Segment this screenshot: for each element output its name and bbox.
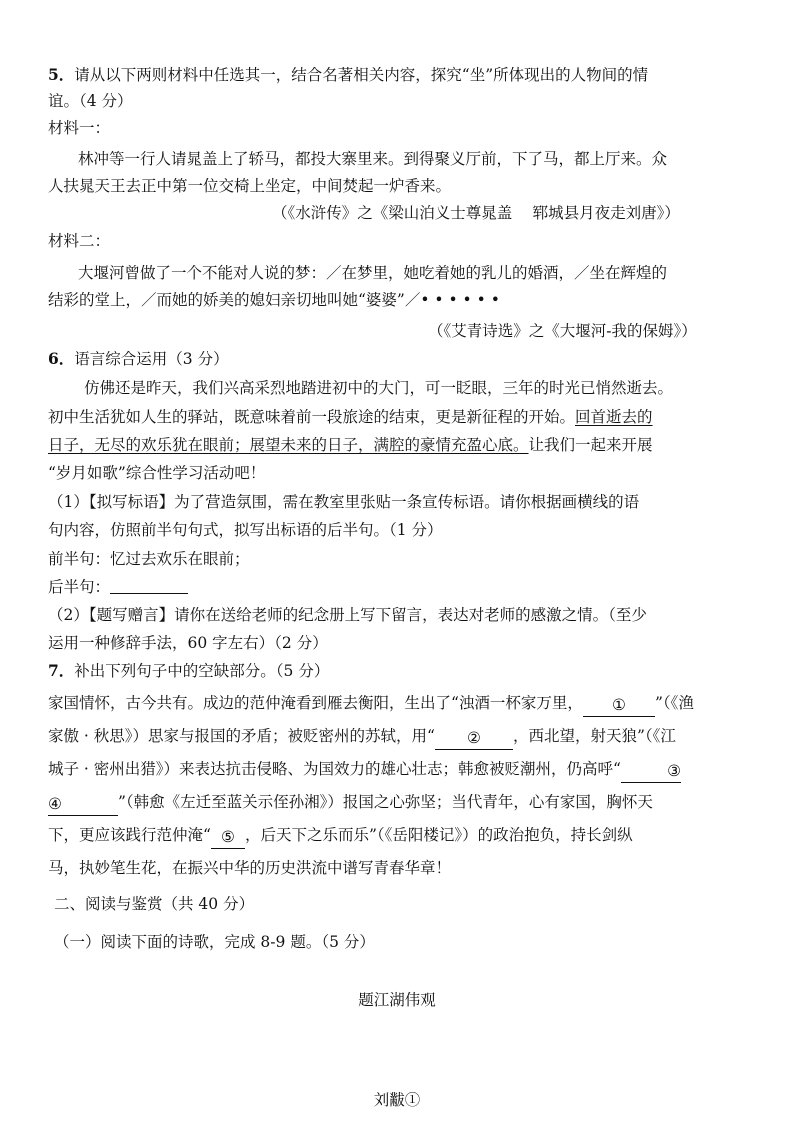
q6-back-label: 后半句： [48, 578, 111, 596]
q6-back-half [48, 576, 188, 598]
q6-sub2-line-1: （2）【题写赠言】请你在送给老师的纪念册上写下留言，表达对老师的感激之情。（至少 [48, 606, 647, 624]
q7-l1-text: 家国情怀，古今共有。成边的范仲淹看到雁去衡阳，生出了“浊酒一杯家万里， [48, 694, 583, 712]
q7-line-1 [48, 692, 694, 717]
material-2-source: （《艾青诗选》之《大堰河-我的保姆》） [428, 322, 697, 340]
material-2-label: 材料二： [48, 232, 111, 250]
q7-line-3 [48, 758, 681, 783]
q7-number: 7． [48, 661, 75, 680]
q5-text-1: 请从以下两则材料中任选其一，结合名著相关内容，探究“坐”所体现出的人物间的情 [74, 66, 649, 84]
material-1-label: 材料一： [48, 119, 111, 137]
q6-sub1-line-2: 句内容，仿照前半句句式，拟写出标语的后半句。（1 分） [48, 521, 443, 539]
q5-line-1 [48, 64, 648, 86]
material-2-line-1: 大堰河曾做了一个不能对人说的梦：／在梦里，她吃着她的乳儿的婚酒，／坐在辉煌的 [78, 264, 668, 282]
q5-number: 5． [48, 65, 75, 84]
q7-l3-text: 城子 · 密州出猎》）来表达抗击侵略、为国效力的雄心壮志；韩愈被贬潮州，仍高呼“ [48, 760, 621, 778]
q7-blank-1-label: ① [611, 696, 626, 714]
q6-sub2-line-2: 运用一种修辞手法，60 字左右）（2 分） [48, 634, 328, 652]
q7-l2-tail: ，西北望，射天狼”（《江 [512, 727, 676, 745]
q7-blank-3[interactable] [621, 760, 681, 783]
q7-line-2 [48, 725, 676, 750]
q5-line-2: 谊。（4 分） [48, 92, 133, 110]
q6-p3-underlined: 日子，无尽的欢乐犹在眼前；展望未来的日子，满腔的豪情充盈心底。 [48, 436, 529, 454]
q7-blank-1[interactable] [583, 694, 655, 717]
poem-author: 刘黻① [373, 1091, 421, 1109]
q6-p2-plain: 初中生活犹如人生的驿站，既意味着前一段旅途的结束，更是新征程的开始。 [48, 408, 576, 426]
q7-blank-4[interactable] [48, 793, 118, 816]
q7-l5-text: 下，更应该践行范仲淹“ [48, 826, 211, 844]
q7-blank-5-label: ⑤ [220, 828, 235, 846]
q7-heading [48, 660, 329, 682]
q6-front-half: 前半句：忆过去欢乐在眼前； [48, 550, 250, 568]
q7-l1-tail: ”（《渔 [654, 694, 694, 712]
q6-paragraph-line-2 [48, 406, 653, 428]
q7-l4-text: ”（韩愈《左迁至蓝关示侄孙湘》）报国之心弥坚；当代青年，心有家国，胸怀天 [118, 793, 653, 811]
q7-heading-text: 补出下列句子中的空缺部分。（5 分） [74, 662, 330, 680]
q6-p2-underlined: 回首逝去的 [575, 408, 653, 426]
q6-paragraph-line-1: 仿佛还是昨天，我们兴高采烈地踏进初中的大门，可一眨眼，三年的时光已悄然逝去。 [84, 379, 674, 397]
q7-line-5 [48, 824, 633, 849]
material-1-line-1: 林冲等一行人请晁盖上了轿马，都投大寨里来。到得聚义厅前，下了马，都上厅来。众 [78, 150, 668, 168]
q7-blank-4-label: ④ [48, 795, 62, 813]
q6-back-blank[interactable] [110, 577, 188, 594]
q7-line-4 [48, 791, 653, 816]
part2-subheading: （一）阅读下面的诗歌，完成 8-9 题。（5 分） [54, 933, 375, 951]
q6-paragraph-line-4: “岁月如歌”综合性学习活动吧！ [48, 464, 266, 482]
material-1-line-2: 人扶晁天王去正中第一位交椅上坐定，中间焚起一炉香来。 [48, 177, 452, 195]
poem-title: 题江湖伟观 [358, 991, 436, 1009]
q6-number: 6． [48, 349, 75, 368]
material-1-source: （《水浒传》之《梁山泊义士尊晁盖 郓城县月夜走刘唐》） [272, 204, 680, 222]
q7-line-6: 马，执妙笔生花，在振兴中华的历史洪流中谱写青春华章！ [48, 859, 452, 877]
q6-sub1-line-1: （1）【拟写标语】为了营造氛围，需在教室里张贴一条宣传标语。请你根据画横线的语 [48, 493, 640, 511]
q6-heading-text: 语言综合运用（3 分） [74, 350, 229, 368]
q7-blank-2[interactable] [435, 727, 513, 750]
q7-blank-3-label: ③ [667, 762, 681, 780]
q6-p3-plain: 让我们一起来开展 [528, 436, 653, 454]
part2-heading: 二、阅读与鉴赏（共 40 分） [54, 895, 255, 913]
q7-l5-tail: ，后天下之乐而乐”（《岳阳楼记》）的政治抱负，持长剑纵 [244, 826, 633, 844]
q7-blank-2-label: ② [467, 729, 481, 747]
q7-blank-5[interactable] [211, 826, 245, 849]
material-2-line-2: 结彩的堂上，／而她的娇美的媳妇亲切地叫她“婆婆”／• • • • • • [48, 291, 500, 309]
q6-heading [48, 348, 229, 370]
q7-l2-text: 家傲 · 秋思》）思家与报国的矛盾；被贬密州的苏轼，用“ [48, 727, 435, 745]
q6-paragraph-line-3 [48, 434, 653, 456]
